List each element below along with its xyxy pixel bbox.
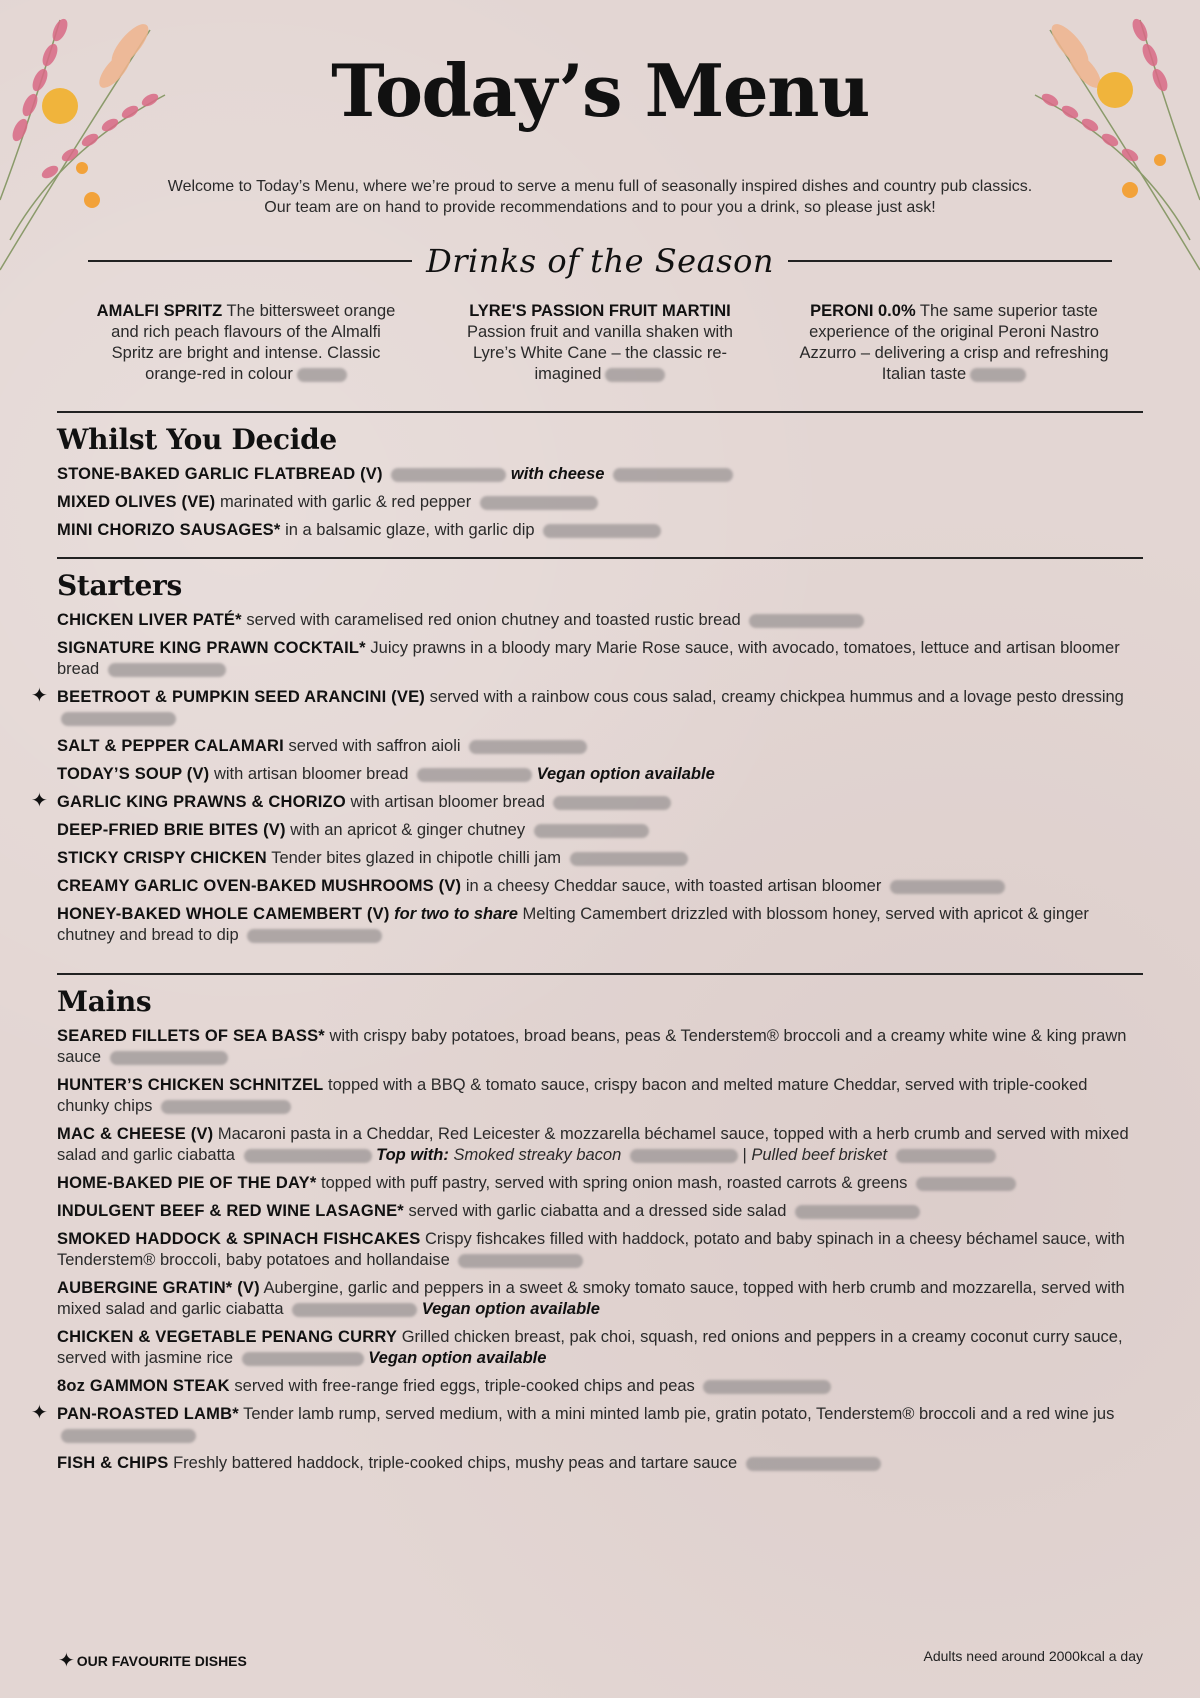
menu-item	[57, 1173, 1143, 1194]
menu-item	[57, 610, 1143, 631]
item-desc: Grilled chicken breast, pak choi, squash, red onions and peppers in a creamy coconut curry sauce, served with jasmine rice	[57, 1328, 1123, 1367]
item-name: HOME-BAKED PIE OF THE DAY*	[57, 1174, 317, 1192]
redacted-price	[417, 768, 532, 782]
drink-item	[798, 301, 1110, 385]
sparkle-star-icon: ✦	[58, 1650, 75, 1672]
redacted-price	[292, 1303, 417, 1317]
item-desc: in a balsamic glaze, with garlic dip	[285, 521, 535, 539]
item-name: GARLIC KING PRAWNS & CHORIZO	[57, 793, 346, 811]
footer-kcal-note: Adults need around 2000kcal a day	[923, 1648, 1143, 1664]
item-desc: served with garlic ciabatta and a dressed side salad	[408, 1202, 787, 1220]
item-name: TODAY’S SOUP (V)	[57, 765, 210, 783]
menu-item	[57, 520, 1143, 541]
item-name: SMOKED HADDOCK & SPINACH FISHCAKES	[57, 1230, 421, 1248]
item-desc: Aubergine, garlic and peppers in a sweet & smoky tomato sauce, topped with herb crumb and mozzarella, served with mixed salad and garlic ciabatta	[57, 1279, 1125, 1318]
item-extra: Vegan option available	[421, 1300, 600, 1318]
item-extra: with cheese	[510, 465, 605, 483]
item-name: DEEP-FRIED BRIE BITES (V)	[57, 821, 286, 839]
redacted-price	[795, 1205, 920, 1219]
section-mains	[31, 973, 1143, 1481]
sparkle-star-icon: ✦	[31, 790, 48, 812]
item-name: CHICKEN & VEGETABLE PENANG CURRY	[57, 1328, 398, 1346]
menu-item	[57, 764, 1143, 785]
item-name: BEETROOT & PUMPKIN SEED ARANCINI (VE)	[57, 688, 425, 706]
redacted-price	[61, 712, 176, 726]
menu-item	[57, 820, 1143, 841]
menu-item	[57, 904, 1143, 946]
item-name: MINI CHORIZO SAUSAGES*	[57, 521, 281, 539]
menu-item	[31, 1402, 1143, 1446]
item-name: PAN-ROASTED LAMB*	[57, 1405, 239, 1423]
divider-rule	[57, 973, 1143, 975]
item-separator: |	[742, 1146, 747, 1164]
intro-line-1: Welcome to Today’s Menu, where we’re proud to serve a menu full of seasonally inspired dishes and country pub classics.	[167, 178, 1033, 195]
item-desc: Macaroni pasta in a Cheddar, Red Leicester & mozzarella béchamel sauce, topped with a herb crumb and served with mixed salad and garlic ciabatta	[57, 1125, 1129, 1164]
item-desc: Tender lamb rump, served medium, with a mini minted lamb pie, gratin potato, Tenderstem® broccoli and a red wine jus	[243, 1405, 1115, 1423]
item-desc: served with a rainbow cous cous salad, creamy chickpea hummus and a lovage pesto dressing	[429, 688, 1124, 706]
item-desc: with artisan bloomer bread	[213, 765, 409, 783]
item-name: AUBERGINE GRATIN* (V)	[57, 1279, 260, 1297]
intro-text	[140, 176, 1060, 218]
redacted-price	[108, 663, 226, 677]
drink-name: LYRE'S PASSION FRUIT MARTINI	[469, 302, 731, 320]
item-desc: Crispy fishcakes filled with haddock, potato and baby spinach in a cheesy béchamel sauce, with Tenderstem® broccoli, baby potatoes and hollandaise	[57, 1230, 1125, 1269]
redacted-price	[703, 1380, 831, 1394]
item-desc: marinated with garlic & red pepper	[219, 493, 472, 511]
item-name: SIGNATURE KING PRAWN COCKTAIL*	[57, 639, 366, 657]
section-heading: Whilst You Decide	[57, 423, 337, 456]
item-desc: in a cheesy Cheddar sauce, with toasted artisan bloomer	[465, 877, 882, 895]
menu-item	[57, 1124, 1143, 1166]
redacted-price	[749, 614, 864, 628]
menu-item	[31, 685, 1143, 729]
menu-item	[57, 1453, 1143, 1474]
divider-rule	[57, 557, 1143, 559]
drink-desc: Passion fruit and vanilla shaken with Lyre’s White Cane – the classic re-imagined	[467, 323, 733, 383]
section-heading: Starters	[57, 569, 182, 602]
item-topwith-option: Pulled beef brisket	[751, 1146, 888, 1164]
menu-item	[57, 464, 1143, 485]
redacted-price	[480, 496, 598, 510]
menu-item	[57, 1075, 1143, 1117]
item-name: STONE-BAKED GARLIC FLATBREAD (V)	[57, 465, 383, 483]
redacted-price	[161, 1100, 291, 1114]
redacted-price	[553, 796, 671, 810]
menu-item	[57, 1278, 1143, 1320]
drink-name: PERONI 0.0%	[810, 302, 916, 320]
item-topwith-label: Top with:	[376, 1146, 449, 1164]
item-name: SEARED FILLETS OF SEA BASS*	[57, 1027, 325, 1045]
item-name: MAC & CHEESE (V)	[57, 1125, 214, 1143]
item-name: CHICKEN LIVER PATÉ*	[57, 611, 242, 629]
section-starters	[31, 557, 1143, 953]
redacted-price	[244, 1149, 372, 1163]
menu-item	[57, 1229, 1143, 1271]
section-heading: Mains	[57, 985, 152, 1018]
item-name: HONEY-BAKED WHOLE CAMEMBERT (V)	[57, 905, 390, 923]
divider-rule	[57, 411, 1143, 413]
menu-item	[57, 1327, 1143, 1369]
item-desc: with artisan bloomer bread	[350, 793, 545, 811]
drink-item	[444, 301, 756, 385]
item-desc: Melting Camembert drizzled with blossom honey, served with apricot & ginger chutney and bread to dip	[57, 905, 1089, 944]
item-desc: topped with a BBQ & tomato sauce, crispy bacon and melted mature Cheddar, served with triple-cooked chunky chips	[57, 1076, 1088, 1115]
item-desc: served with caramelised red onion chutney and toasted rustic bread	[246, 611, 741, 629]
drinks-list	[90, 301, 1110, 385]
redacted-price	[458, 1254, 583, 1268]
item-name: CREAMY GARLIC OVEN-BAKED MUSHROOMS (V)	[57, 877, 462, 895]
divider-rule	[88, 260, 412, 262]
item-note: for two to share	[394, 905, 518, 923]
item-desc: served with saffron aioli	[288, 737, 461, 755]
footer-favourites	[58, 1648, 247, 1673]
redacted-price	[916, 1177, 1016, 1191]
item-desc: with crispy baby potatoes, broad beans, peas & Tenderstem® broccoli and a creamy white wine & king prawn sauce	[57, 1027, 1127, 1066]
item-desc: Freshly battered haddock, triple-cooked chips, mushy peas and tartare sauce	[173, 1454, 738, 1472]
redacted-price	[242, 1352, 364, 1366]
menu-item	[57, 736, 1143, 757]
drink-desc: The same superior taste experience of the original Peroni Nastro Azzurro – delivering a crisp and refreshing Italian taste	[799, 302, 1109, 383]
menu-item	[57, 1376, 1143, 1397]
redacted-price	[61, 1429, 196, 1443]
sparkle-star-icon: ✦	[31, 1402, 48, 1424]
menu-item	[57, 492, 1143, 513]
item-extra: Vegan option available	[368, 1349, 547, 1367]
item-desc: served with free-range fried eggs, triple-cooked chips and peas	[234, 1377, 695, 1395]
item-desc: with an apricot & ginger chutney	[290, 821, 526, 839]
redacted-price	[605, 368, 665, 382]
redacted-price	[534, 824, 649, 838]
redacted-price	[297, 368, 347, 382]
item-desc: Tender bites glazed in chipotle chilli jam	[271, 849, 562, 867]
redacted-price	[110, 1051, 228, 1065]
redacted-price	[613, 468, 733, 482]
redacted-price	[543, 524, 661, 538]
page-title: Today’s Menu	[331, 48, 869, 133]
redacted-price	[247, 929, 382, 943]
drink-item	[90, 301, 402, 385]
item-name: STICKY CRISPY CHICKEN	[57, 849, 267, 867]
menu-item	[31, 790, 1143, 813]
divider-rule	[788, 260, 1112, 262]
drink-name: AMALFI SPRITZ	[96, 302, 223, 320]
item-extra: Vegan option available	[536, 765, 715, 783]
redacted-price	[630, 1149, 738, 1163]
redacted-price	[890, 880, 1005, 894]
footer-favourites-text: OUR FAVOURITE DISHES	[76, 1652, 247, 1669]
drinks-heading-text: Drinks of the Season	[426, 242, 774, 280]
redacted-price	[391, 468, 506, 482]
drink-desc: The bittersweet orange and rich peach flavours of the Almalfi Spritz are bright and intense. Classic orange-red in colour	[111, 302, 396, 383]
redacted-price	[746, 1457, 881, 1471]
item-desc: Juicy prawns in a bloody mary Marie Rose sauce, with avocado, tomatoes, lettuce and artisan bloomer bread	[57, 639, 1120, 678]
redacted-price	[896, 1149, 996, 1163]
menu-item	[57, 876, 1143, 897]
item-name: SALT & PEPPER CALAMARI	[57, 737, 284, 755]
redacted-price	[469, 740, 587, 754]
drinks-heading	[88, 238, 1112, 284]
item-desc: topped with puff pastry, served with spring onion mash, roasted carrots & greens	[321, 1174, 908, 1192]
menu-item	[57, 848, 1143, 869]
sparkle-star-icon: ✦	[31, 685, 48, 707]
menu-item	[57, 1026, 1143, 1068]
section-whilst-you-decide	[57, 411, 1143, 548]
item-name: INDULGENT BEEF & RED WINE LASAGNE*	[57, 1202, 404, 1220]
intro-line-2: Our team are on hand to provide recommendations and to pour you a drink, so please just ask!	[264, 199, 936, 216]
item-topwith-option: Smoked streaky bacon	[453, 1146, 622, 1164]
item-name: MIXED OLIVES (VE)	[57, 493, 216, 511]
item-name: 8oz GAMMON STEAK	[57, 1377, 230, 1395]
menu-item	[57, 1201, 1143, 1222]
item-name: FISH & CHIPS	[57, 1454, 169, 1472]
redacted-price	[570, 852, 688, 866]
item-name: HUNTER’S CHICKEN SCHNITZEL	[57, 1076, 324, 1094]
redacted-price	[970, 368, 1026, 382]
menu-item	[57, 638, 1143, 680]
